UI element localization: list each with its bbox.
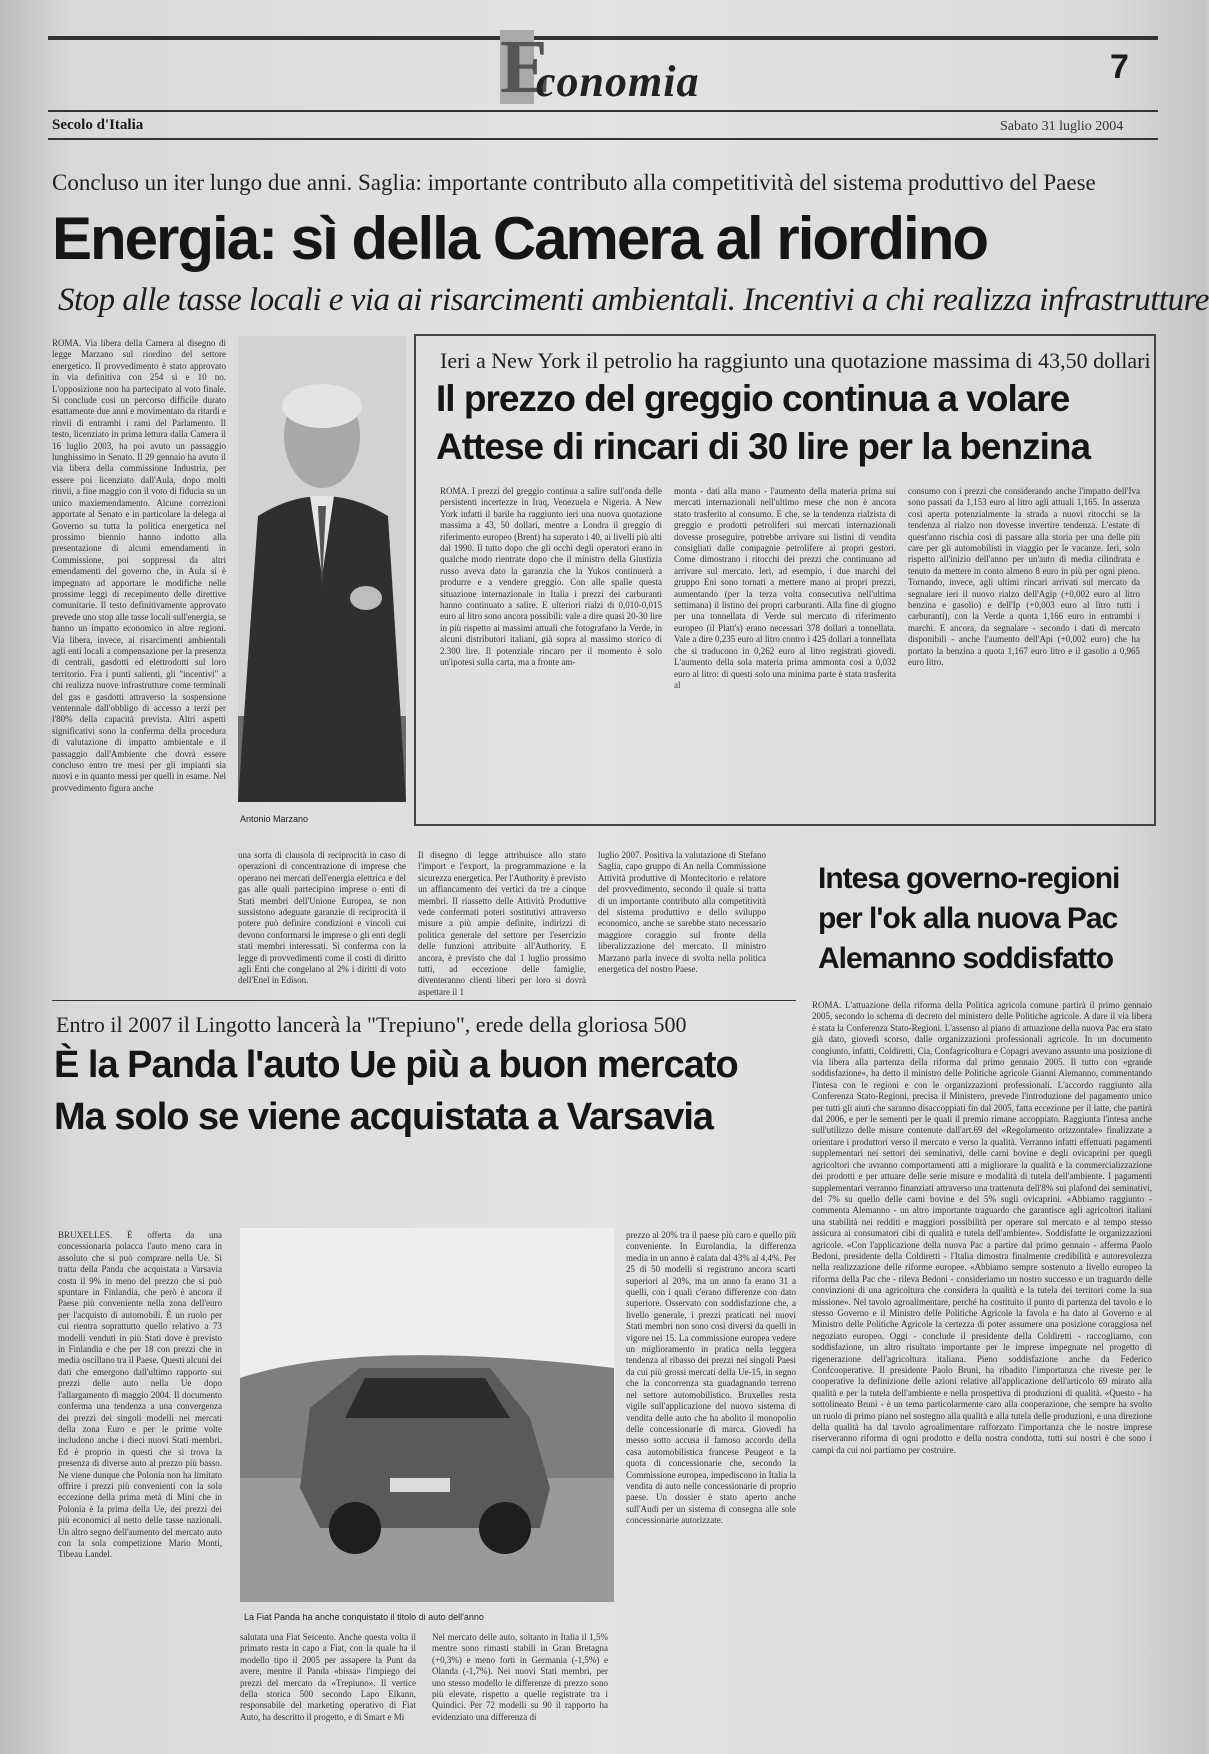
lead-body-mid2: Il disegno di legge attribuisce allo stato l'import e l'export, la programmazione e la sicurezza energetica. Per l'Authority è previsto un affiancamento dei vertici da tre a cinque membri. Il riassetto delle Attività Produttive vede confermati poteri sostitutivi attraverso misure a più ampie definite, indirizzi di politica generale del settore per l'esercizio delle funzioni attribuite all'Authority. E ancora, è previsto che dal 1 luglio prossimo tutti, ad eccezione delle famiglie, diventeranno clienti liberi per loro si dovrà aspettare il 1 [418,850,586,997]
panda-col-1: BRUXELLES. È offerta da una concessionaria polacca l'auto meno cara in assoluto che si può comprare nella Ue. Si tratta della Panda che acquistata a Varsavia costa il 9% in meno del prezzo che si può spuntare in Finlandia, che però è ancora il Paese più conveniente nella zona dell'euro per l'acquisto di automobili. È un ruolo per cui rientra soprattutto quello relativo a 73 modelli venduti in più Stati dove è previsto in Finlandia e che per 18 con prezzi che in media oscillano tra il Paese. Questi alcuni dei dati che emergono dall'ultimo rapporto sui prezzi delle auto nella Ue dopo l'allargamento di maggio 2004. Il documento conferma una tendenza a una convergenza dei prezzi dei singoli modelli nei mercati della zona Euro e per le prime volte includono anche i dieci nuovi Stati membri. Ed è proprio in questi che si trova la presenza di diverse auto al prezzo più basso. Ne viene dunque che Polonia non ha limitato offrire i prezzi più convenienti con la sola eccezione della prima metà di Mini che in Polonia è la prima della Ue, dei prezzi dei più economici al netto delle tasse nazionali. Un altro segno dell'aumento del mercato auto con la sola competizione Mario Monti, Tibeau Landel. [58,1230,222,1560]
marzano-caption: Antonio Marzano [240,814,309,824]
pac-headline-2: per l'ok alla nuova Pac [818,902,1118,935]
section-initial: E [500,25,551,109]
oil-col-3: consumo con i prezzi che considerando anche l'impatto dell'Iva sono passati da 1,153 euro al litro agli attuali 1,165. In assenza così aperta potenzialmente la strada a nuovi ritocchi se la tendenza al rialzo non dovesse invertire tendenza. L'estate di quest'anno rischia così di passare alla storia per una delle più care per gli automobilisti in viaggio per le vacanze. Ieri, solo rispetto all'inizio dell'anno per un'auto di media cilindrata e tenuto da mettere in conto almeno 8 euro in più per ogni pieno. Tornando, invece, agli ultimi rincari arrivati sul mercato da segnalare ieri il nuovo rialzo dell'Agip (+0,002 euro al litro benzina e gasolio) e dell'Ip (+0,003 euro al litro tutti i carburanti), con la Verde a quota 1,166 euro in entrambi i marchi. E ancora, da segnalare - secondo i dati di mercato disponibili - anche l'aumento dell'Api (+0,002 euro) che ha portato la benzina a quota 1,167 euro litro e il gasolio a 0,965 euro litro. [908,486,1140,668]
page-number: 7 [1110,48,1129,86]
issue-date: Sabato 31 luglio 2004 [1000,119,1124,134]
lead-body-mid1: una sorta di clausola di reciprocità in caso di operazioni di concentrazione di imprese che operano nei mercati dell'energia elettrica e del gas alle quali partecipino imprese o enti di Stati membri dell'Unione Europea, se non sussistono adeguate garanzie di reciprocità il potere può definire condizioni e vincoli cui devono conformarsi le imprese o gli enti degli stati membri interessati. Si conferma con la legge di provvedimenti come il costi di diritto agli Enti che congelano al 2% i diritti di voto dell'Enel in Edison. [238,850,406,986]
panda-top-rule [52,1000,796,1001]
masthead-bottom-rule [48,138,1158,140]
panda-photo [240,1228,614,1602]
oil-headline-1: Il prezzo del greggio continua a volare [436,378,1070,419]
lead-body-mid3: luglio 2007. Positiva la valutazione di Stefano Saglia, capo gruppo di An nella Commissione Attività produttive di Montecitorio e relatore del provvedimento, secondo il quale si tratta di un importante contributo alla competitività del sistema produttivo e dello sviluppo economico, anche se sarebbe stato necessario maggiore coraggio sul fronte della liberalizzazione del mercato. Il ministro Marzano parla invece di svolta nella politica energetica del nostro Paese. [598,850,766,975]
lead-body-left: ROMA. Via libera della Camera al disegno di legge Marzano sul riordino del settore energetico. Il provvedimento è stato approvato in via definitiva con 254 sì e 10 no. L'opposizione non ha partecipato al voto finale. Si conclude così un percorso difficile durato esattamente due anni e movimentato da ritardi e rinvii di entrambi i rami del Parlamento. Il testo, licenziato in prima lettura dalla Camera il 16 luglio 2003, ha poi avuto un passaggio lunghissimo in Senato. Il 29 gennaio ha avuto il via libera della commissione Industria, per essere poi licenziato dall'Aula, dopo molti rinvii, a fine maggio con il voto di fiducia su un unico maxiemendamento. Alcune correzioni apportate al Senato e in particolare la delega al Governo su tutta la politica energetica nel prossimo biennio hanno indotto alla presentazione di alcuni emendamenti in Commissione, poi soppressi da altri emendamenti del governo che, in Aula si è impegnato ad apportare le modifiche nelle prossime leggi di recepimento delle direttive comunitarie. Il testo definitivamente approvato prevede uno stop alle tasse locali sull'energia, se hanno un impatto economico in altre regioni. Via libera, invece, ai risarcimenti ambientali agli enti locali a compensazione per la presenza di centrali, gasdotti ed elettrodotti sul loro territorio. Fra i punti salienti, gli "incentivi" a chi realizza nuove infrastrutture come terminali del gas e gasdotti attraverso la sospensione ventennale dall'obbligo di accesso a terzi per l'80% della capacità prevista. Altri aspetti significativi sono la conferma della procedura di valutazione di impatto ambientale e il passaggio dall'Ambiente che dovrà essere concluso entro tre mesi per gli impianti sia nuovi e in quanto messi per quelli in esame. Nel provvedimento figura anche [52,338,226,793]
oil-headline-2: Attese di rincari di 30 lire per la benzina [436,426,1091,467]
top-rule [48,36,1158,40]
panda-caption: La Fiat Panda ha anche conquistato il titolo di auto dell'anno [244,1612,484,1622]
oil-col-2: monta - dati alla mano - l'aumento della materia prima sui mercati internazionali nell'ultimo mese che non è ancora stato trasferito al consumo. E che, se la tendenza rialzista di greggio e prodotti petroliferi sui mercati internazionali dovesse proseguire, potrebbe arrivare sui listini di vendita consigliati dalle compagnie petrolifere ai propri gestori. Come dimostrano i ritocchi dei prezzi che continuano ad arrivare sul mercato. Ieri, ad esempio, i due marchi del gruppo Eni sono tornati a mettere mano ai propri prezzi, aumentando (per la terza volta consecutiva nell'ultima settimana) il listino dei propri carburanti. Alla fine di giugno per una tonnellata di Verde sul mercato di riferimento europeo (il Platt's) erano necessari 378 dollari a tonnellata. Vale a dire 0,235 euro al litro contro i 425 dollari a tonnellata che si traducono in 0,262 euro al litro registrati giovedì. L'aumento della sola materia prima ammonta così a 0,032 euro al litro: di questi solo una minima parte è stata trasferita al [674,486,896,690]
oil-kicker: Ieri a New York il petrolio ha raggiunto una quotazione massima di 43,50 dollari [440,348,1151,373]
pac-headline-1: Intesa governo-regioni [818,862,1120,895]
panda-kicker: Entro il 2007 il Lingotto lancerà la "Trepiuno", erede della gloriosa 500 [56,1012,687,1037]
oil-col-1: ROMA. I prezzi del greggio continua a salire sull'onda delle persistenti incertezze in Iraq, Venezuela e Nigeria. A New York infatti il barile ha raggiunto ieri una nuova quotazione massima a 43, 50 dollari, mentre a Londra il greggio di riferimento europeo (Brent) ha superato i 40, ai livelli più alti dal 1990. Il tutto dopo che gli occhi degli operatori erano in qualche modo rientrate dopo che il ministro della Giustizia russo aveva dato la garanzia che la Yukos continuerà a produrre e a vendere greggio. Con alle spalle questa situazione internazionale in Italia i prezzi dei carburanti hanno continuato a salire. E ulteriori rialzi di 0,010-0,015 euro al litro sono ancora possibili: vale a dire quasi 20-30 lire in più rispetto ai massimi attuali che fotografano la Verde, in alcuni distributori italiani, già sopra al massimo storico di 2.300 lire. Il potenziale rincaro per il momento è solo un'ipotesi sulla carta, ma a fronte am- [440,486,662,668]
lead-kicker: Concluso un iter lungo due anni. Saglia: importante contributo alla competitività del sistema produttivo del Paese [52,170,1096,195]
lead-headline: Energia: sì della Camera al riordino [52,205,987,272]
panda-headline-2: Ma solo se viene acquistata a Varsavia [54,1096,714,1138]
lead-subhead: Stop alle tasse locali e via ai risarcimenti ambientali. Incentivi a chi realizza infrastrutture [58,282,1209,318]
panda-col-3: salutata una Fiat Seicento. Anche questa volta il primato resta in capo a Fiat, con la quale ha il modello tipo il 2005 per assapere la Punt da avere, mentre il Panda «bissa» l'impiego dei prezzi del mercato da «Trepiuno». Il vertice della storica 500 secondo Lapo Elkann, responsabile del marketing operativo di Fiat Auto, ha descritto il progetto, e di Smart e Mi [240,1632,416,1722]
panda-col-4: Nel mercato delle auto, soltanto in Italia il 1,5% mentre sono rimasti stabili in Gran Bretagna (+0,3%) e meno forti in Germania (-1,5%) e Olanda (-1,7%). Nei nuovi Stati membri, per uno stesso modello le differenze di prezzo sono più elevate, rispetto a quelle registrate tra i Quindici. Per 72 modelli su 90 il rapporto ha evidenziato una differenza di [432,1632,608,1722]
panda-col-2: prezzo al 20% tra il paese più caro e quello più conveniente. In Eurolandia, la differenza media in un anno è calata dal 43% al 4,4%. Per 25 di 50 modelli si registrano ancora scarti superiori al 20%, ma un anno fa erano 31 a quelli, con i quali c'erano differenze con dato superiore. Osservato con soddisfazione che, a livello generale, i prezzi praticati nei nuovi Stati membri non sono così diversi da quelli in vigore nei 15. La commissione europea vedere un miglioramento in pratica nella leggera tendenza al ribasso dei prezzi nei singoli Paesi da cui più grossi mercati della Ue-15, in segno che la concorrenza sta guadagnando terreno nel settore automobilistico. Bruxelles resta vigile sull'applicazione del nuovo sistema di vendita delle auto che ha abolito il monopolio delle concessionarie di marca. Giovedì ha messo sotto accusa il famoso accordo della casa automobilistica francese Peugeot e la quota di concessionarie che, secondo la Commissione europea, impediscono in Italia la vendita di auto nelle concessionarie di proprio paese. Un dossier è stato aperto anche sull'Audi per un sistema di consegna alle sole concessionarie autorizzate. [626,1230,796,1526]
panda-headline-1: È la Panda l'auto Ue più a buon mercato [54,1044,738,1086]
section-title: conomia [536,57,700,106]
pac-headline-3: Alemanno soddisfatto [818,942,1114,975]
marzano-photo [238,336,406,802]
pac-body: ROMA. L'attuazione della riforma della Politica agricola comune partirà il primo gennaio 2005, secondo lo schema di decreto del ministero delle Politiche agricole. A dare il via libera è stata la Conferenza Stato-Regioni. L'assenso al piano di attuazione della nuova Pac era stato già dato, giovedì scorso, dalle organizzazioni professionali agricole. In un documento congiunto, infatti, Coldiretti, Cia, Confagricoltura e Copagri avevano assunto una posizione di via libera alla partenza della riforma dal primo gennaio 2005. Il tutto con «grande soddisfazione», ha detto il ministro delle Politiche agricole Gianni Alemanno, commentando l'intesa con le regioni e con le organizzazioni professionali. L'accordo raggiunto alla Conferenza Stato-Regioni, precisa il Ministero, prevede l'introduzione del pagamento unico per tutti gli aiuti che saranno disaccoppiati fin dal 2005, fatta eccezione per il latte, che partirà dal 2006, e per le sementi per le quali il premio rimane accoppiato. Raggiunta l'intesa anche sull'utilizzo delle misure contenute dall'art.69 del «Regolamento orizzontale» finalizzate a orientare i produttori verso il mercato e verso la qualità. Verranno infatti effettuati pagamenti supplementari nei settori dei seminativi, delle carni bovine e degli ovicaprini per quegli agricoltori che avranno comportamenti atti a migliorare la qualità e la commercializzazione dei prodotti e per attuare delle serie misure e modalità di tutela dell'ambiente. I pagamenti supplementari verranno finanziati attraverso una trattenuta dell'8% sui plafond dei seminativi, del 7% su quello delle carni bovine e del 5% sugli ovicaprini. «Abbiamo raggiunto - commenta Alemanno - un altro importante traguardo che garantisce agli agricoltori italiani una stabilità nei redditi e maggiori possibilità per operare sul mercato e al tempo stesso assicura ai consumatori cibi di qualità e tutela dell'ambiente». Soddisfatte le organizzazioni agricole. «Con l'applicazione della nuova Pac a partire dal primo gennaio - afferma Paolo Bedoni, presidente della Coldiretti - l'Italia dimostra finalmente credibilità e autorevolezza nella realizzazione delle riforme europee. «Abbiamo sempre sostenuto a livello europeo la riforma della Pac che - rileva Bedoni - consideriamo un nostro successo e un traguardo delle convinzioni di una agricoltura che considera la qualità e la tutela dei territori come la sua missione». Nel tavolo agroalimentare, perché ha costituito il punto di partenza del tavolo e lo stesso Governo e il Ministro delle Politiche Agricole la favola e ha dato al Governo e al Ministro delle Politiche Agricole la certezza di poter assumere una posizione coraggiosa nel negoziato europeo. Oggi - conclude il presidente della Coldiretti - raccogliamo, con soddisfazione, un altro risultato importante per le imprese impegnate nel progetto di rigenerazione dell'agricoltura italiana. Pieno soddisfazione anche da Federico Confcooperative. Il presidente Paolo Bruni, ha ribadito l'importanza che riveste per le cooperative la definizione delle azioni relative all'applicazione dell'articolo 69 mirato alla qualità e per la tutela dell'ambiente e nella prospettiva di produzioni di qualità. «Questo - ha sottolineato Bruni - è un tema particolarmente caro alla cooperazione, che sempre ha svolto un ruolo di primo piano nel sostegno alla qualità e alla tutela delle produzioni, e una direzione della qualità ha dal tavolo agroalimentare rafforzato l'importanza che le nostre imprese riserveranno riforma di ogni prodotto e della nostra condotta, tutti sui nostri è che sono i campi da cui noi partiamo per costruire. [812,1000,1152,1455]
masthead-rule [48,110,1158,112]
paper-name: Secolo d'Italia [52,117,144,133]
